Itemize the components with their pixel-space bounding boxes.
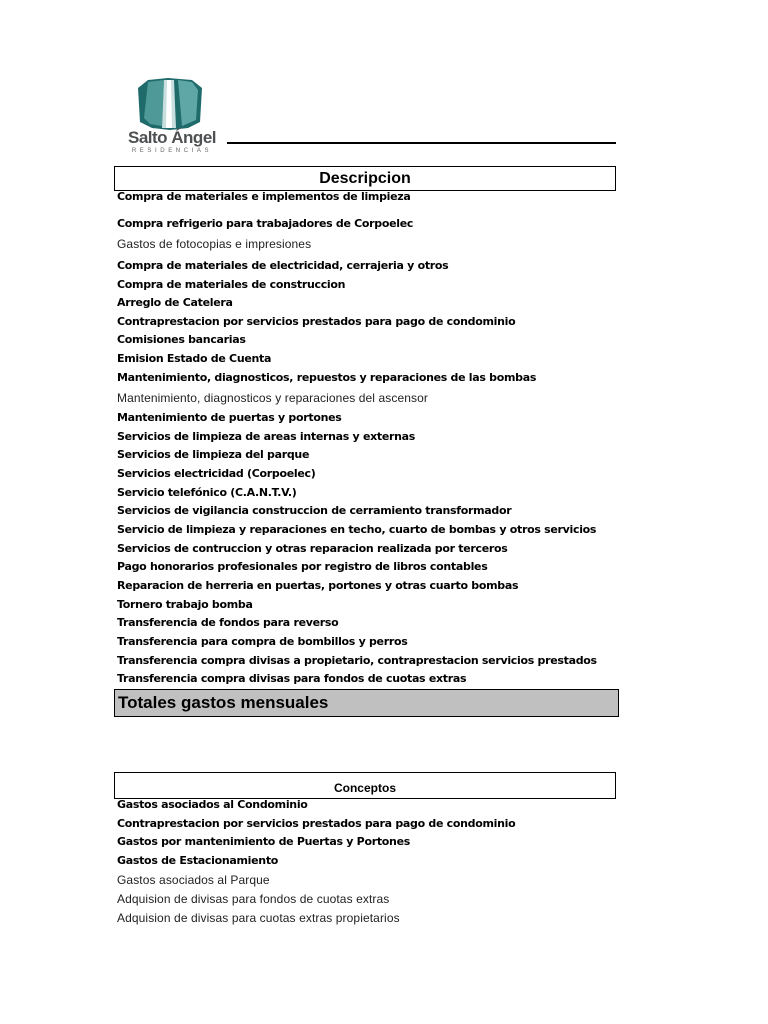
descripcion-items-item: Arreglo de Catelera <box>117 296 233 309</box>
conceptos-items-item: Gastos por mantenimiento de Puertas y Portones <box>117 835 410 848</box>
logo-subtitle: RESIDENCIAS <box>131 148 213 154</box>
conceptos-header: Conceptos <box>114 772 616 799</box>
descripcion-items-item: Pago honorarios profesionales por registro de libros contables <box>117 560 488 573</box>
descripcion-items-item: Servicios de vigilancia construccion de cerramiento transformador <box>117 504 512 517</box>
descripcion-items-item: Comisiones bancarias <box>117 333 246 346</box>
conceptos-items-item: Adquision de divisas para fondos de cuotas extras <box>117 892 390 906</box>
descripcion-items-item: Mantenimiento, diagnosticos y reparaciones del ascensor <box>117 391 429 405</box>
descripcion-header: Descripcion <box>114 166 616 191</box>
descripcion-items-item: Reparacion de herreria en puertas, portones y otras cuarto bombas <box>117 579 519 592</box>
descripcion-items-item: Servicios electricidad (Corpoelec) <box>117 467 316 480</box>
conceptos-items-item: Gastos de Estacionamiento <box>117 854 279 867</box>
salto-angel-logo <box>120 78 220 158</box>
descripcion-items-item: Servicios de limpieza del parque <box>117 448 310 461</box>
descripcion-items-item: Servicios de contruccion y otras reparacion realizada por terceros <box>117 542 508 555</box>
descripcion-items-item: Mantenimiento, diagnosticos, repuestos y reparaciones de las bombas <box>117 371 537 384</box>
descripcion-items-item: Compra refrigerio para trabajadores de Corpoelec <box>117 217 414 230</box>
waterfall-logo-icon <box>134 78 206 130</box>
conceptos-items-item: Gastos asociados al Parque <box>117 873 270 887</box>
descripcion-items-item: Tornero trabajo bomba <box>117 598 253 611</box>
conceptos-items-item: Gastos asociados al Condominio <box>117 798 308 811</box>
totales-gastos-row: Totales gastos mensuales <box>114 689 619 717</box>
descripcion-items-item: Compra de materiales e implementos de limpieza <box>117 190 411 203</box>
descripcion-items-item: Servicio telefónico (C.A.N.T.V.) <box>117 486 297 499</box>
descripcion-items-item: Gastos de fotocopias e impresiones <box>117 237 312 251</box>
conceptos-items-item: Contraprestacion por servicios prestados para pago de condominio <box>117 817 516 830</box>
descripcion-items-item: Emision Estado de Cuenta <box>117 352 272 365</box>
descripcion-items-item: Transferencia para compra de bombillos y perros <box>117 635 408 648</box>
descripcion-items-item: Mantenimiento de puertas y portones <box>117 411 342 424</box>
descripcion-items-item: Contraprestacion por servicios prestados para pago de condominio <box>117 315 516 328</box>
logo-name: Salto Ángel <box>127 128 216 147</box>
descripcion-items-item: Transferencia de fondos para reverso <box>117 616 339 629</box>
descripcion-items-item: Servicios de limpieza de areas internas y externas <box>117 430 416 443</box>
descripcion-items-item: Compra de materiales de construccion <box>117 278 346 291</box>
descripcion-items-item: Servicio de limpieza y reparaciones en techo, cuarto de bombas y otros servicios <box>117 523 597 536</box>
descripcion-items-item: Transferencia compra divisas para fondos de cuotas extras <box>117 672 467 685</box>
header-rule <box>227 142 616 144</box>
descripcion-items-item: Transferencia compra divisas a propietario, contraprestacion servicios prestados <box>117 654 597 667</box>
descripcion-items-item: Compra de materiales de electricidad, cerrajeria y otros <box>117 259 449 272</box>
conceptos-items-item: Adquision de divisas para cuotas extras propietarios <box>117 911 400 925</box>
